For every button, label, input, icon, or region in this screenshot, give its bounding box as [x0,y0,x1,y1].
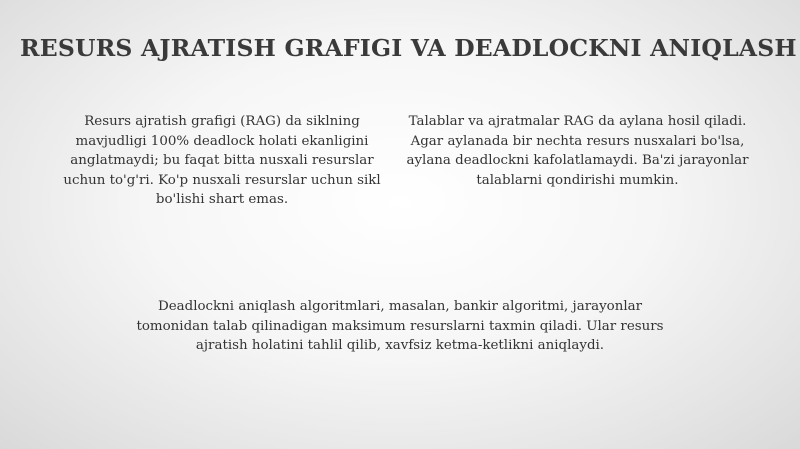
paragraph-right: Talablar va ajratmalar RAG da aylana hosil qiladi. Agar aylanada bir nechta resurs nusxalari bo'lsa, aylana deadlockni kafolatlamaydi. Ba'zi jarayonlar talablarni qondirishi mumkin. [406,114,749,188]
paragraph-bottom: Deadlockni aniqlash algoritmlari, masalan, bankir algoritmi, jarayonlar tomonidan talab qilinadigan maksimum resurslarni taxmin qiladi. Ular resurs ajratish holatini tahlil qilib, xavfsiz ketma-ketlikni aniqlaydi. [136,299,664,353]
slide-title: RESURS AJRATISH GRAFIGI VA DEADLOCKNI ANIQLASH [20,34,797,62]
paragraph-left: Resurs ajratish grafigi (RAG) da siklning mavjudligi 100% deadlock holati ekanligini anglatmaydi; bu faqat bitta nusxali resurslar uchun to'g'ri. Ko'p nusxali resurslar uchun sikl bo'lishi shart emas. [63,114,381,207]
